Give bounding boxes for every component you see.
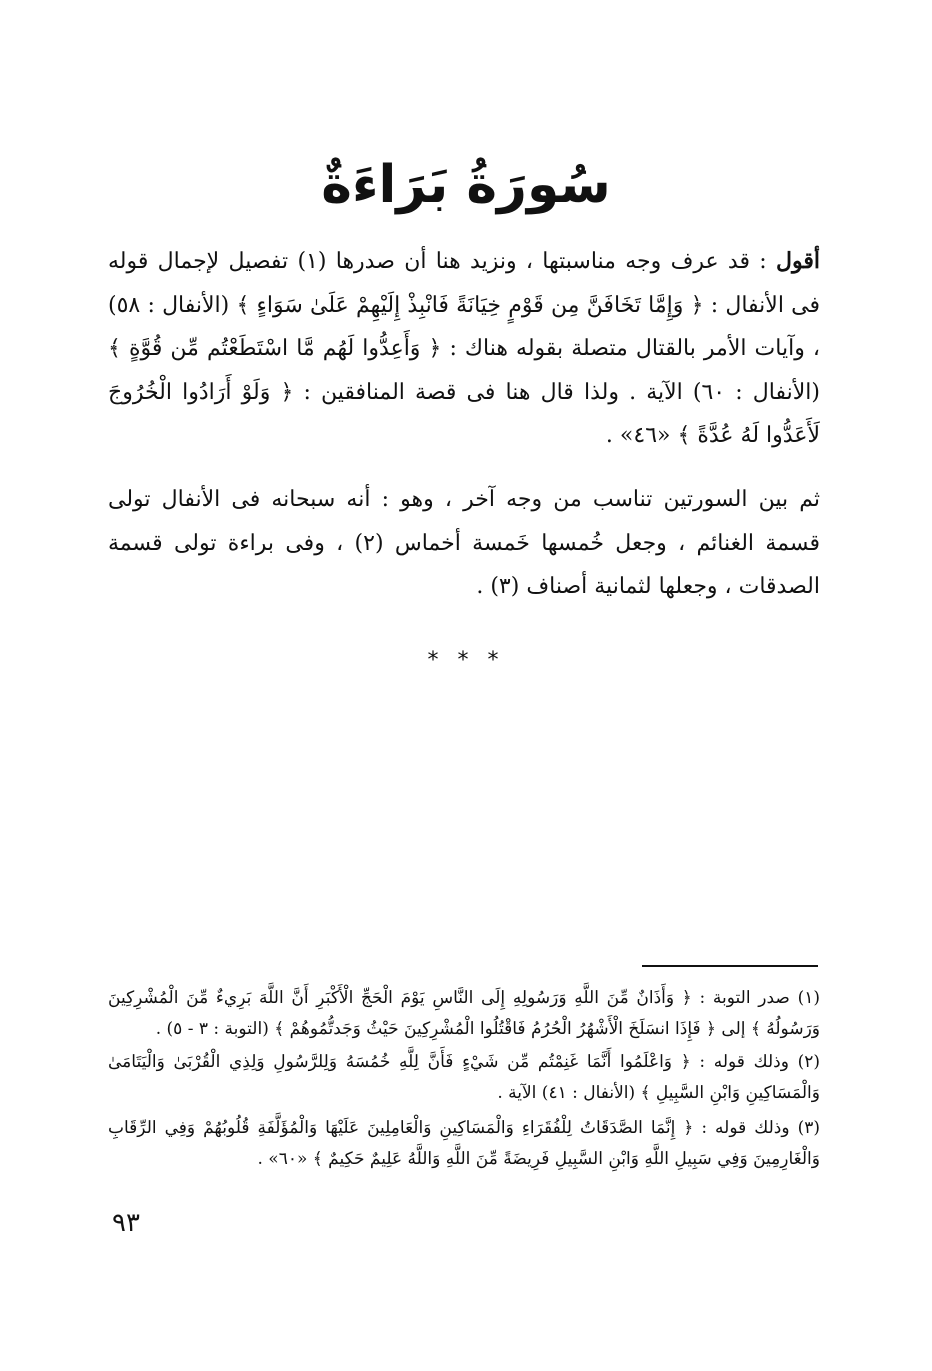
- paragraph-1-lead: أقول: [776, 248, 821, 274]
- surah-title: سُورَةُ بَرَاءَةٌ: [321, 155, 611, 215]
- paragraph-1-text: : قد عرف وجه مناسبتها ، ونزيد هنا أن صدرها (١) تفصيل لإجمال قوله فى الأنفال : ﴿ وَإِمَّا تَخَافَنَّ مِن قَوْمٍ خِيَانَةً فَانْبِذْ إِلَيْهِمْ عَلَىٰ سَوَاءٍ ﴾ (الأنفال : ٥٨) ، وآيات الأمر بالقتال متصلة بقوله هناك : ﴿ وَأَعِدُّوا لَهُم مَّا اسْتَطَعْتُم مِّن قُوَّةٍ ﴾ (الأنفال : ٦٠) الآية . ولذا قال هنا فى قصة المنافقين : ﴿ وَلَوْ أَرَادُوا الْخُرُوجَ لَأَعَدُّوا لَهُ عُدَّةً ﴾ «٤٦» .: [108, 249, 820, 448]
- footnote-divider: [642, 965, 818, 967]
- page-number: ٩٣: [112, 1208, 140, 1238]
- footnote-1: (١) صدر التوبة : ﴿ وَأَذَانٌ مِّنَ اللَّهِ وَرَسُولِهِ إِلَى النَّاسِ يَوْمَ الْحَجِّ الْأَكْبَرِ أَنَّ اللَّهَ بَرِيءٌ مِّنَ الْمُشْرِكِينَ وَرَسُولُهُ ﴾ إلى ﴿ فَإِذَا انسَلَخَ الْأَشْهُرُ الْحُرُمُ فَاقْتُلُوا الْمُشْرِكِينَ حَيْثُ وَجَدتُّمُوهُمْ ﴾ (التوبة : ٣ - ٥) .: [108, 988, 820, 1039]
- footnote-2: (٢) وذلك قوله : ﴿ وَاعْلَمُوا أَنَّمَا غَنِمْتُم مِّن شَيْءٍ فَأَنَّ لِلَّهِ خُمُسَهُ وَلِلرَّسُولِ وَلِذِي الْقُرْبَىٰ وَالْيَتَامَىٰ وَالْمَسَاكِينِ وَابْنِ السَّبِيلِ ﴾ (الأنفال : ٤١) الآية .: [108, 1052, 820, 1103]
- footnote-3: (٣) وذلك قوله : ﴿ إِنَّمَا الصَّدَقَاتُ لِلْفُقَرَاءِ وَالْمَسَاكِينِ وَالْعَامِلِينَ عَلَيْهَا وَالْمُؤَلَّفَةِ قُلُوبُهُمْ وَفِي الرِّقَابِ وَالْغَارِمِينَ وَفِي سَبِيلِ اللَّهِ وَابْنِ السَّبِيلِ فَرِيضَةً مِّنَ اللَّهِ وَاللَّهُ عَلِيمٌ حَكِيمٌ ﴾ «٦٠» .: [108, 1118, 820, 1169]
- section-separator: * * *: [427, 648, 505, 673]
- paragraph-1: [108, 240, 820, 458]
- paragraph-2: ثم بين السورتين تناسب من وجه آخر ، وهو : أنه سبحانه فى الأنفال تولى قسمة الغنائم ، وجعل خُمسها خَمسة أخماس (٢) ، وفى براءة تولى قسمة الصدقات ، وجعلها لثمانية أصناف (٣) .: [108, 487, 821, 599]
